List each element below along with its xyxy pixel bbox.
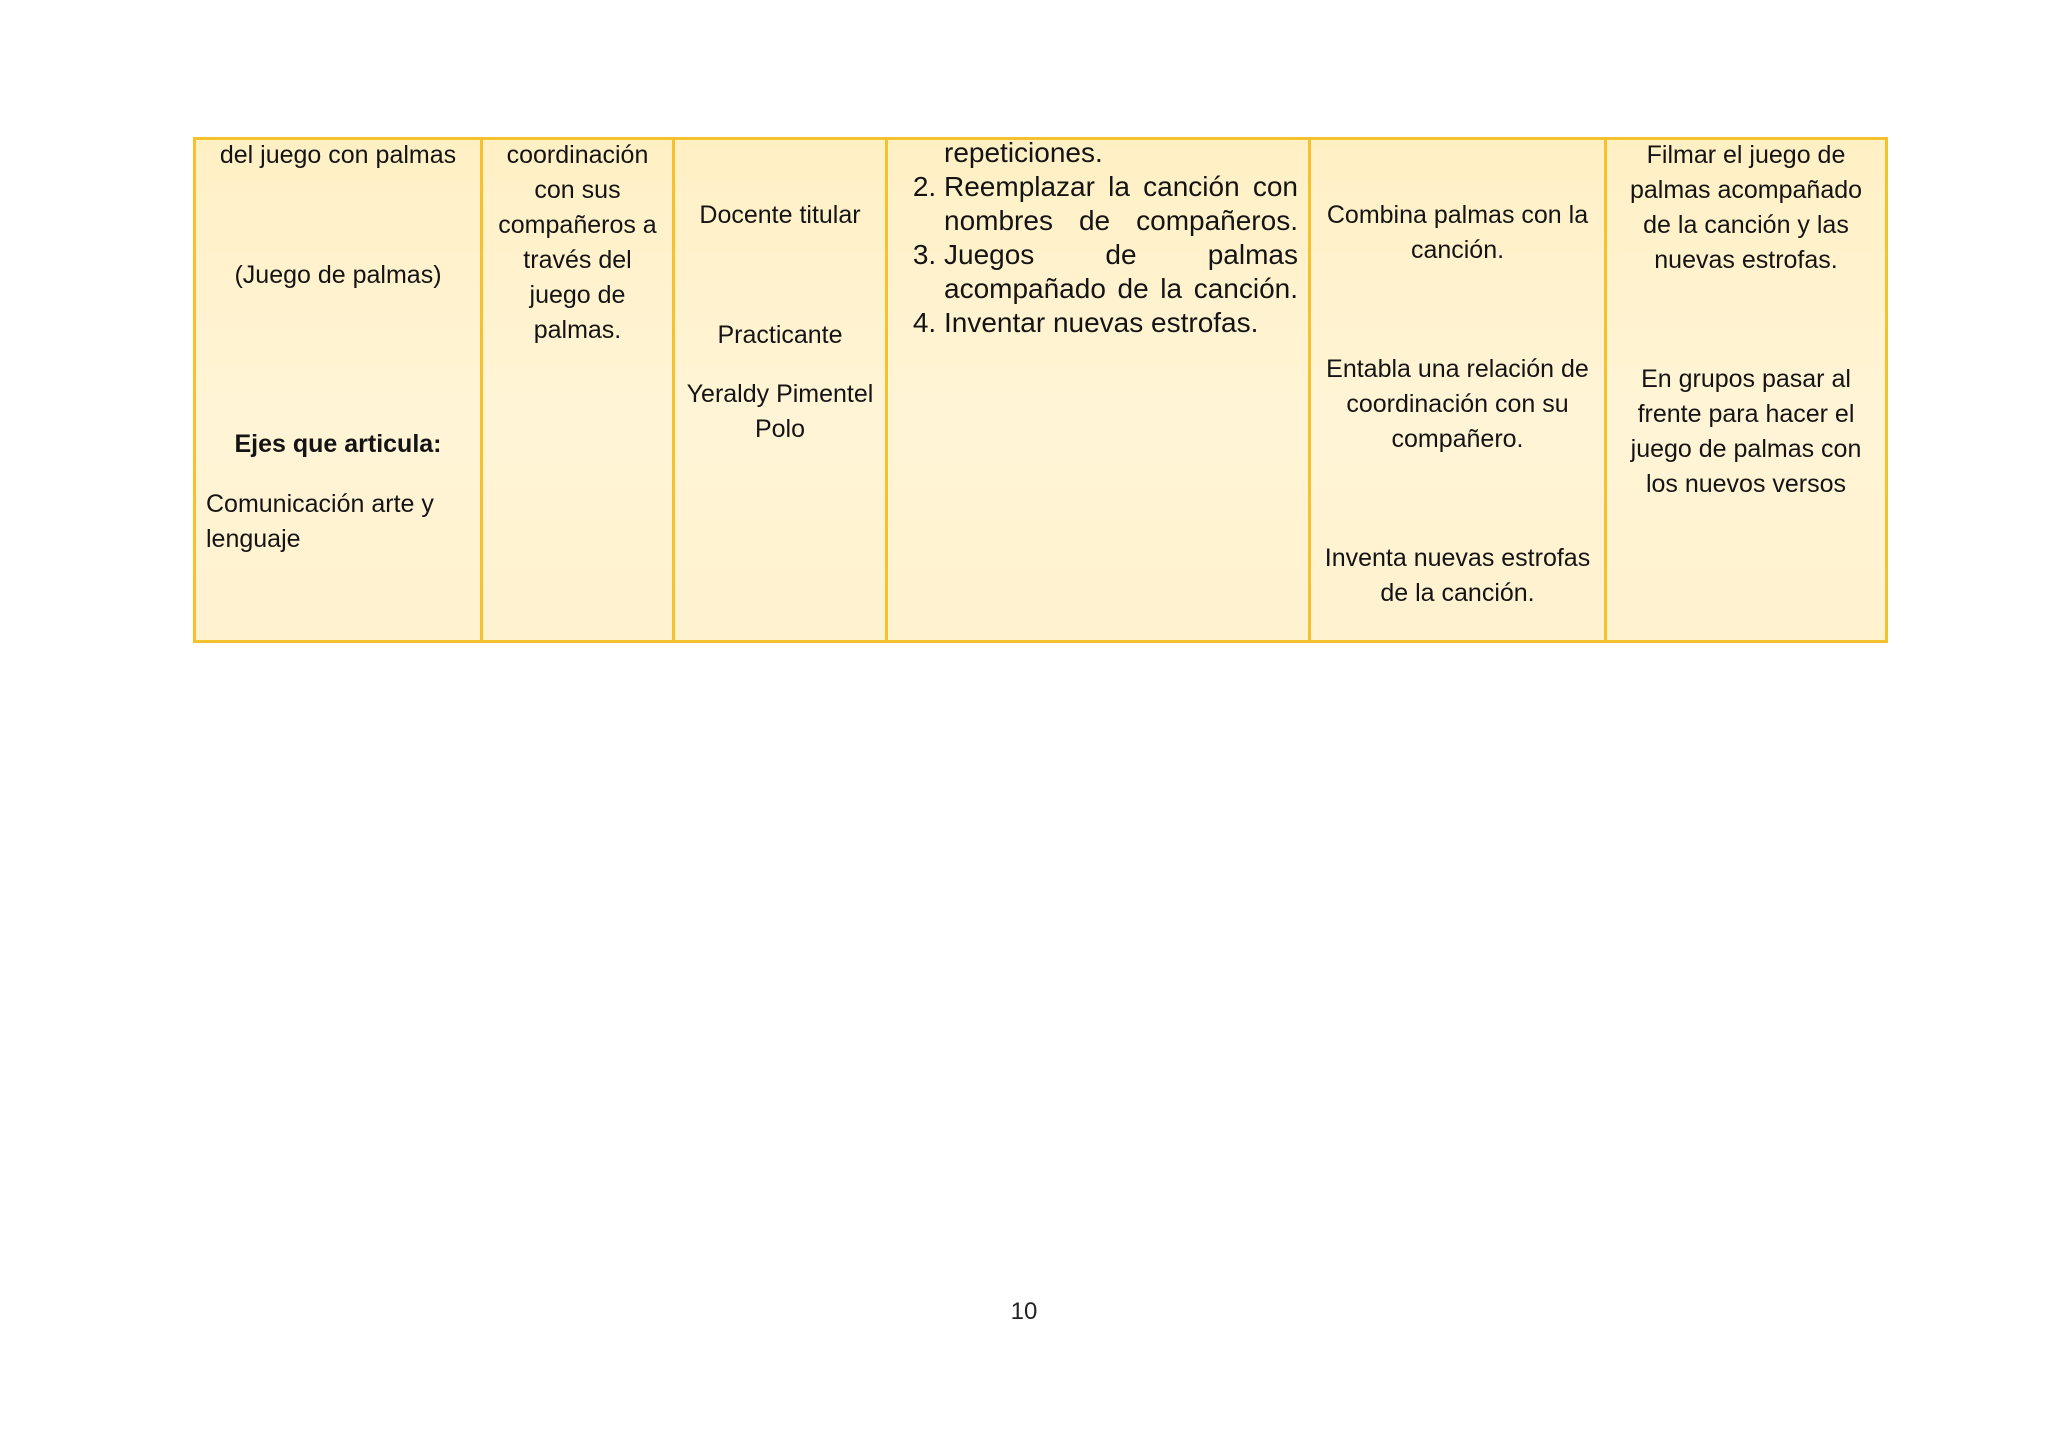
- activity-name: del juego con palmas: [219, 141, 457, 169]
- responsible-cell: [674, 139, 887, 642]
- role-practitioner: Practicante: [717, 321, 843, 349]
- axes-text: Comunicación arte y lenguaje: [206, 490, 434, 553]
- table-row: [195, 139, 1887, 642]
- objective-text: coordinación con sus compañeros a través del juego de palmas.: [498, 141, 657, 344]
- indicators-cell: [1310, 139, 1606, 642]
- list-item: 4. Inventar nuevas estrofas.: [944, 306, 1298, 340]
- activity-cell: [195, 139, 482, 642]
- activity-type: (Juego de palmas): [234, 261, 442, 289]
- list-item: 2. Reemplazar la canción con nombres de compañeros.: [944, 170, 1298, 238]
- evaluation-1: Filmar el juego de palmas acompañado de la canción y las nuevas estrofas.: [1629, 141, 1863, 274]
- planning-table: [193, 137, 1888, 643]
- objective-cell: [482, 139, 674, 642]
- axes-heading: Ejes que articula:: [234, 430, 442, 458]
- sequence-cell: [887, 139, 1310, 642]
- indicator-3: Inventa nuevas estrofas de la canción.: [1324, 544, 1591, 607]
- indicator-1: Combina palmas con la canción.: [1326, 201, 1589, 264]
- sequence-steps: [898, 170, 1298, 340]
- list-item: 3. Juegos de palmas acompañado de la canción.: [944, 238, 1298, 306]
- indicator-2: Entabla una relación de coordinación con su compañero.: [1326, 355, 1589, 453]
- page-number: 10: [1010, 1298, 1038, 1325]
- practitioner-name: Yeraldy Pimentel Polo: [686, 380, 874, 443]
- role-teacher: Docente titular: [699, 201, 861, 229]
- evaluation-2: En grupos pasar al frente para hacer el juego de palmas con los nuevos versos: [1630, 365, 1862, 498]
- evaluation-cell: [1606, 139, 1887, 642]
- sequence-continuation: repeticiones.: [944, 137, 1103, 168]
